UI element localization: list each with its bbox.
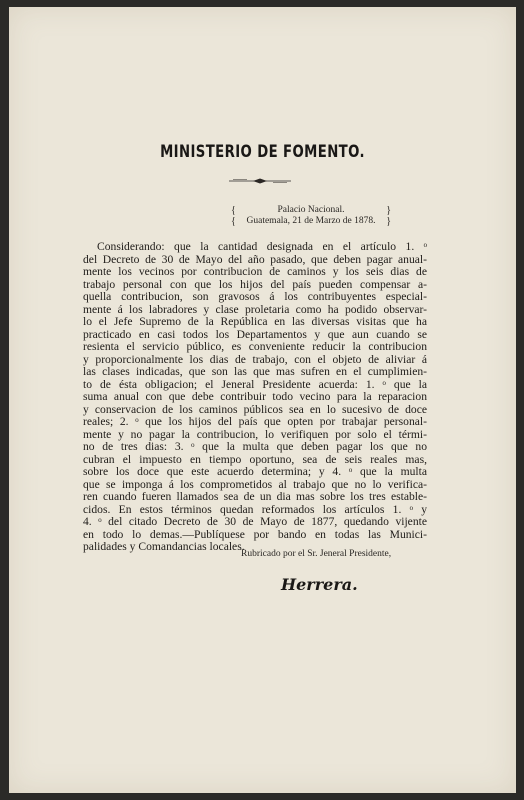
body-line: lo el Jefe Supremo de la República en las diversas visitas que ha <box>83 315 427 328</box>
body-line: to de ésta obligacion; el Jeneral Presidente acuerda: 1. ᵒ que la <box>83 377 427 391</box>
body-line: en todo lo demas.—Publíquese por bando en todas las Munici- <box>83 527 427 541</box>
body-line: trabajo personal con que los hijos del país pueden compensar a- <box>83 277 427 291</box>
dateline <box>231 205 391 227</box>
left-brace-icon: { { <box>231 205 236 227</box>
body-line: sobre los doce que este acuerdo determina; y 4. ᵒ que la multa <box>83 465 427 478</box>
body-line: 4. ᵒ del citado Decreto de 30 de Mayo de 1877, quedando vijente <box>83 515 427 528</box>
body-line: que se imponga á los comprometidos al trabajo que no lo verifica- <box>83 477 427 491</box>
dateline-place: Palacio Nacional. <box>277 205 345 215</box>
body-line: no de tres dias: 3. ᵒ que la multa que deben pagar los que no <box>83 440 427 453</box>
rubric-line: Rubricado por el Sr. Jeneral Presidente, <box>241 549 392 559</box>
body-line: resienta el servicio público, es conveniente reducir la contribucion <box>83 340 427 353</box>
body-line: mente á los labradores y clase proletaria como ha podido observar- <box>83 302 427 316</box>
body-line: mente y no pagar la contribucion, lo verifiquen por solo el térmi- <box>83 427 427 441</box>
body-line: Considerando: que la cantidad designada en el artículo 1. ᵒ <box>97 240 427 253</box>
document-page <box>9 7 516 793</box>
body-line: quella contribucion, son gravosos á los contribuyentes especial- <box>83 290 427 303</box>
document-heading: MINISTERIO DE FOMENTO. <box>160 142 365 162</box>
body-line: mente los vecinos por contribucion de caminos y los seis dias de <box>83 265 427 278</box>
dateline-date: Guatemala, 21 de Marzo de 1878. <box>246 216 376 226</box>
body-line: practicado en casi todos los Departamentos y que aun cuando se <box>83 327 427 341</box>
body-line: palidades y Comandancias locales. <box>83 540 245 553</box>
body-line: del Decreto de 30 de Mayo del año pasado, que deben pagar anual- <box>83 252 427 266</box>
body-line: las clases indicadas, que son las que mas sufren en el cumplimien- <box>83 365 427 378</box>
signature: Herrera. <box>281 575 358 594</box>
body-line: cubran el impuesto en tiempo oportuno, sea de seis reales mas, <box>83 452 427 466</box>
body-line: cidos. En estos términos quedan reformados los artículos 1. ᵒ y <box>83 502 427 516</box>
body-line: ren cuando fueren llamados sea de un dia mas sobre los tres estable- <box>83 490 427 503</box>
right-brace-icon: } } <box>386 205 391 227</box>
body-line: reales; 2. ᵒ que los hijos del país que opten por trabajar personal- <box>83 415 427 428</box>
body-line: suma anual con que debe contribuir todo vecino para la reparacion <box>83 390 427 403</box>
decree-body <box>83 241 427 554</box>
body-line: y proporcionalmente los dias de trabajo, con el objeto de aliviar á <box>83 352 427 366</box>
body-line: y conservacion de los caminos públicos sea en lo sucesivo de doce <box>83 402 427 416</box>
ornament-divider-icon <box>229 177 291 185</box>
